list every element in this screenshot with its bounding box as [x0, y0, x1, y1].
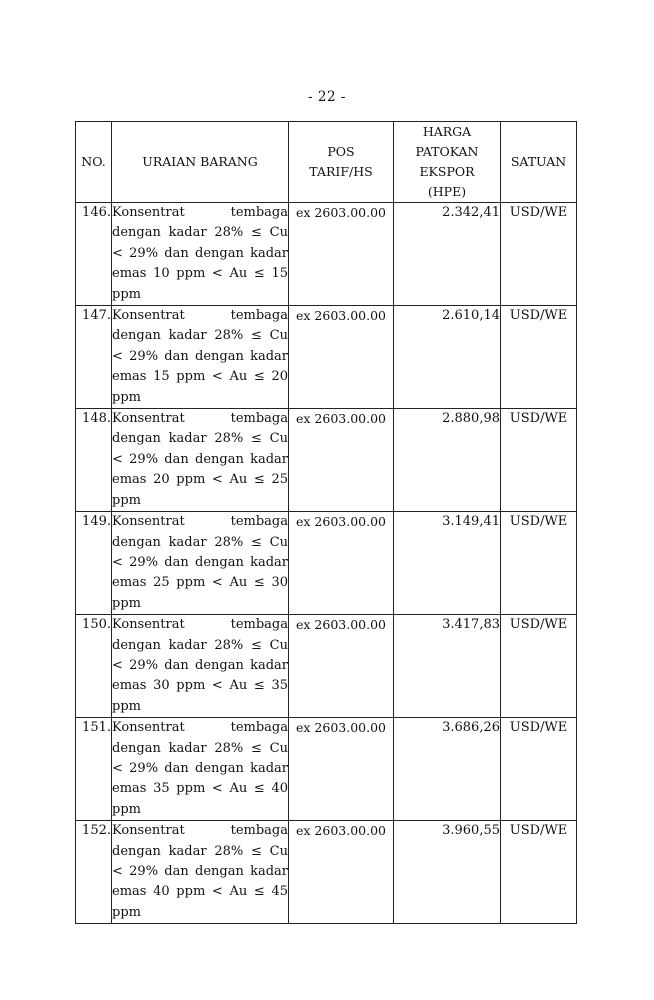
row-pos-tarif: ex 2603.00.00	[289, 306, 394, 409]
row-price: 3.686,26	[394, 718, 501, 821]
row-pos-tarif: ex 2603.00.00	[289, 512, 394, 615]
row-price: 2.610,14	[394, 306, 501, 409]
table-row	[76, 718, 577, 821]
table-row	[76, 203, 577, 306]
table-row	[76, 306, 577, 409]
row-number: 149.	[76, 512, 112, 615]
row-pos-tarif: ex 2603.00.00	[289, 718, 394, 821]
row-pos-tarif: ex 2603.00.00	[289, 203, 394, 306]
header-no: NO.	[76, 122, 112, 203]
row-description: Konsentrat tembaga dengan kadar 28% ≤ Cu < 29% dan dengan kadar emas 15 ppm < Au ≤ 20 ppm	[112, 306, 289, 409]
table-row	[76, 512, 577, 615]
table-row	[76, 821, 577, 924]
row-unit: USD/WE	[501, 718, 577, 821]
row-price: 2.342,41	[394, 203, 501, 306]
row-description: Konsentrat tembaga dengan kadar 28% ≤ Cu < 29% dan dengan kadar emas 25 ppm < Au ≤ 30 ppm	[112, 512, 289, 615]
row-number: 148.	[76, 409, 112, 512]
row-number: 146.	[76, 203, 112, 306]
row-number: 152.	[76, 821, 112, 924]
row-unit: USD/WE	[501, 512, 577, 615]
row-price: 2.880,98	[394, 409, 501, 512]
table-row	[76, 615, 577, 718]
row-price: 3.960,55	[394, 821, 501, 924]
header-description: URAIAN BARANG	[112, 122, 289, 203]
table-body	[76, 203, 577, 924]
row-description: Konsentrat tembaga dengan kadar 28% ≤ Cu < 29% dan dengan kadar emas 10 ppm < Au ≤ 15 ppm	[112, 203, 289, 306]
row-number: 147.	[76, 306, 112, 409]
row-price: 3.417,83	[394, 615, 501, 718]
header-unit: SATUAN	[501, 122, 577, 203]
hpe-table	[75, 121, 577, 924]
row-unit: USD/WE	[501, 409, 577, 512]
row-unit: USD/WE	[501, 203, 577, 306]
row-pos-tarif: ex 2603.00.00	[289, 615, 394, 718]
row-number: 151.	[76, 718, 112, 821]
row-price: 3.149,41	[394, 512, 501, 615]
row-pos-tarif: ex 2603.00.00	[289, 409, 394, 512]
row-description: Konsentrat tembaga dengan kadar 28% ≤ Cu < 29% dan dengan kadar emas 20 ppm < Au ≤ 25 ppm	[112, 409, 289, 512]
table-row	[76, 409, 577, 512]
header-pos-tarif: POS TARIF/HS	[289, 122, 394, 203]
row-number: 150.	[76, 615, 112, 718]
row-description: Konsentrat tembaga dengan kadar 28% ≤ Cu < 29% dan dengan kadar emas 35 ppm < Au ≤ 40 ppm	[112, 718, 289, 821]
row-unit: USD/WE	[501, 306, 577, 409]
row-unit: USD/WE	[501, 821, 577, 924]
row-unit: USD/WE	[501, 615, 577, 718]
row-pos-tarif: ex 2603.00.00	[289, 821, 394, 924]
table-header-row	[76, 122, 577, 203]
row-description: Konsentrat tembaga dengan kadar 28% ≤ Cu < 29% dan dengan kadar emas 40 ppm < Au ≤ 45 ppm	[112, 821, 289, 924]
row-description: Konsentrat tembaga dengan kadar 28% ≤ Cu < 29% dan dengan kadar emas 30 ppm < Au ≤ 35 ppm	[112, 615, 289, 718]
page-number: - 22 -	[308, 89, 346, 105]
header-hpe: HARGA PATOKAN EKSPOR (HPE)	[394, 122, 501, 203]
